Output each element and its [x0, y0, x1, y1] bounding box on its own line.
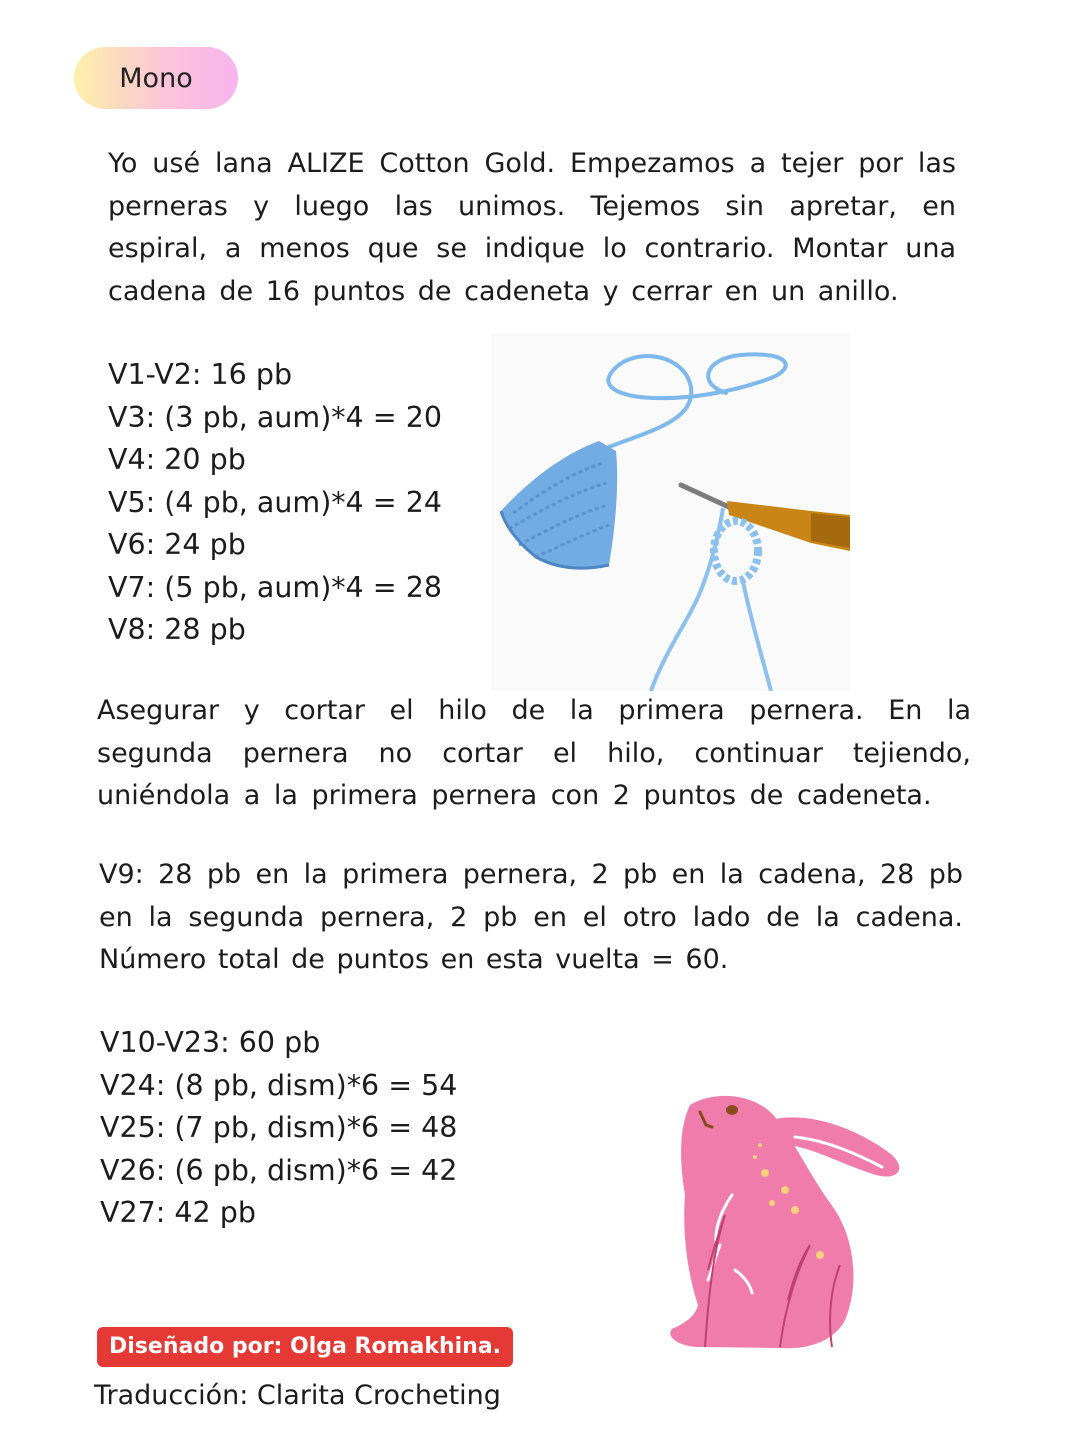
designer-credit-badge	[97, 1327, 513, 1367]
row-item: V27: 42 pb	[100, 1196, 256, 1229]
join-paragraph: Asegurar y cortar el hilo de la primera pernera. En la segunda pernera no cortar el hilo, continuar tejiendo, uniéndola a la primera pernera con 2 puntos de cadeneta.	[97, 695, 971, 811]
row-item: V8: 28 pb	[108, 613, 246, 646]
row-item: V10-V23: 60 pb	[100, 1026, 321, 1059]
translation-credit: Traducción: Clarita Crocheting	[94, 1380, 501, 1411]
row-item: V7: (5 pb, aum)*4 = 28	[108, 570, 442, 604]
row-item: V4: 20 pb	[108, 443, 246, 476]
row-item: V3: (3 pb, aum)*4 = 20	[108, 400, 442, 434]
bunny-illustration	[660, 1085, 910, 1374]
designer-credit-text: Diseñado por: Olga Romakhina.	[109, 1334, 502, 1359]
row-item: V1-V2: 16 pb	[108, 358, 293, 391]
rows-list-part2	[100, 1022, 457, 1235]
intro-paragraph: Yo usé lana ALIZE Cotton Gold. Empezamos a tejer por las perneras y luego las unimos. Tejemos sin apretar, en espiral, a menos que se indique lo contrario. Montar una cadena de 16 puntos de cadeneta y cerrar en un anillo.	[108, 148, 956, 307]
row-item: V6: 24 pb	[108, 528, 246, 561]
row-item: V26: (6 pb, dism)*6 = 42	[100, 1153, 458, 1187]
row-v9-paragraph: V9: 28 pb en la primera pernera, 2 pb en la cadena, 28 pb en la segunda pernera, 2 pb en el otro lado de la cadena. Número total de puntos en esta vuelta = 60.	[99, 859, 963, 975]
bunny-icon	[670, 1096, 899, 1348]
rows-list-part1	[108, 354, 442, 652]
row-item: V5: (4 pb, aum)*4 = 24	[108, 485, 442, 519]
row-item: V25: (7 pb, dism)*6 = 48	[100, 1111, 458, 1144]
section-tag-label: Mono	[119, 62, 193, 94]
section-tag	[74, 47, 238, 109]
crochet-photo	[491, 333, 850, 691]
row-item: V24: (8 pb, dism)*6 = 54	[100, 1068, 458, 1102]
